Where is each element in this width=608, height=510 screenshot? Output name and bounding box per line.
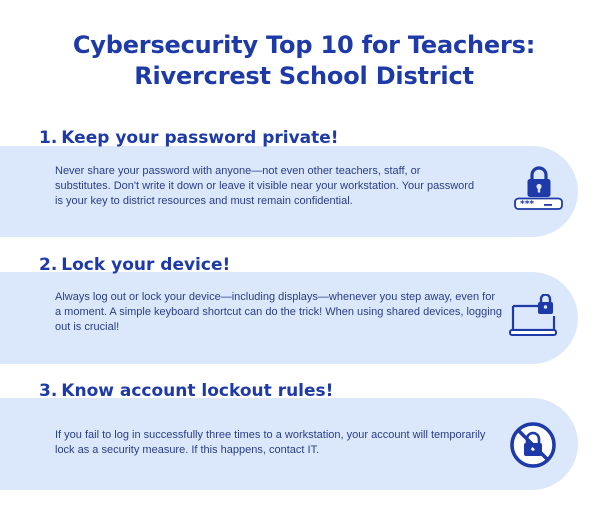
tip-3-body: If you fail to log in successfully three times to a workstation, your account will temporarily lock as a security measure. If this happens, contact IT.	[55, 429, 486, 456]
tip-1-card	[0, 146, 578, 237]
password-lock-icon	[512, 166, 564, 216]
page-title	[0, 30, 608, 92]
tip-3-heading-text: Know account lockout rules!	[61, 381, 334, 401]
laptop-lock-icon	[508, 294, 558, 346]
tip-3-number: 3.	[39, 381, 58, 401]
tip-1-number: 1.	[39, 128, 58, 148]
tip-1-heading	[39, 127, 339, 149]
tip-2-card	[0, 272, 578, 364]
title-line-1: Cybersecurity Top 10 for Teachers:	[72, 31, 536, 59]
tip-2-heading	[39, 254, 230, 276]
tip-3-card	[0, 398, 578, 490]
no-lock-icon	[509, 421, 557, 473]
tip-2-heading-text: Lock your device!	[61, 255, 231, 275]
title-line-2: Rivercrest School District	[134, 62, 474, 90]
tip-2-body: Always log out or lock your device—including displays—whenever you step away, even for a moment. A simple keyboard shortcut can do the trick! When using shared devices, logging out is crucial!	[55, 291, 502, 333]
tip-1-heading-text: Keep your password private!	[61, 128, 339, 148]
tip-2-number: 2.	[39, 255, 58, 275]
tip-3-heading	[39, 380, 333, 402]
tip-1-body: Never share your password with anyone—not even other teachers, staff, or substitutes. Don't write it down or leave it visible near your workstation. Your password is your key to district resources and must remain confidential.	[55, 165, 475, 207]
svg-text:***: ***	[520, 199, 535, 210]
